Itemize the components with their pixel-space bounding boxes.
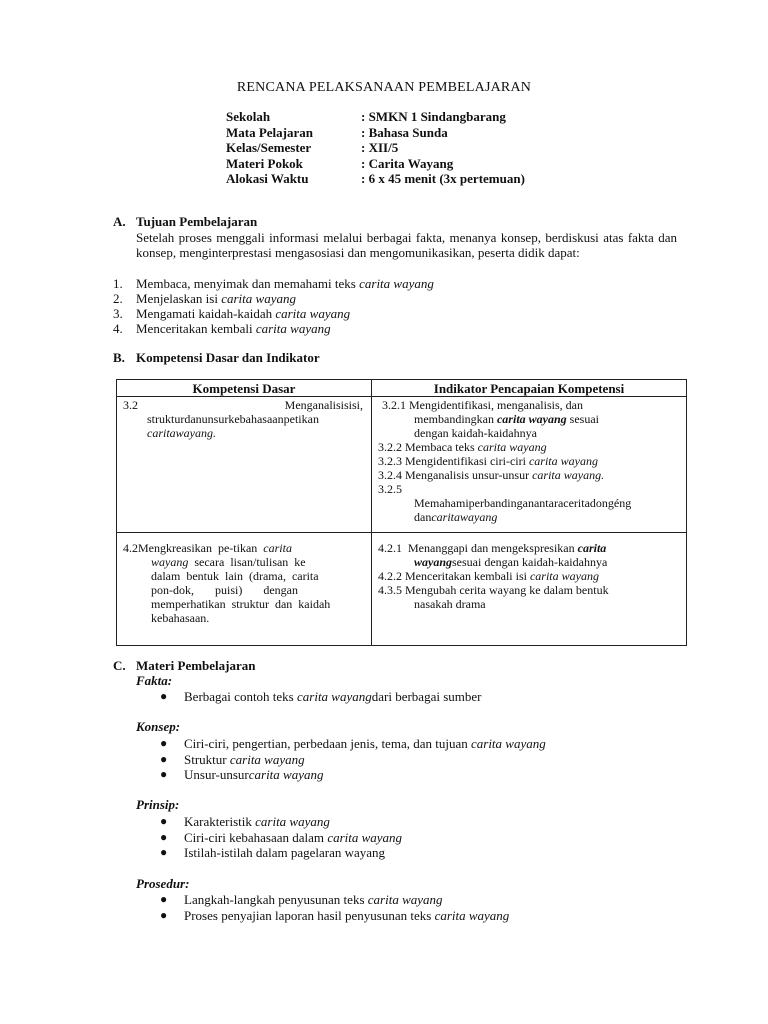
info-key: Alokasi Waktu (226, 171, 309, 186)
item-text: Menjelaskan isi carita wayang (136, 291, 296, 306)
bullet-icon: ● (160, 829, 168, 844)
list-item (113, 321, 434, 336)
list-item (113, 291, 434, 306)
identity-block (226, 109, 525, 187)
indicator-item-cont: nasakah drama (414, 597, 486, 611)
item-text: Membaca, menyimak dan memahami teks carita wayang (136, 276, 434, 291)
info-row-materi (226, 156, 525, 172)
section-label: A. (113, 214, 126, 229)
info-key: Kelas/Semester (226, 140, 312, 155)
info-value: : XII/5 (361, 140, 399, 155)
indicator-item-cont: dengan kaidah-kaidahnya (414, 426, 537, 440)
item-number: 4. (113, 321, 123, 336)
bullet-icon: ● (160, 814, 168, 828)
subheading-fakta: Fakta: (136, 673, 173, 688)
bullet-list (160, 689, 481, 705)
section-label: B. (113, 350, 125, 365)
list-item (160, 845, 402, 861)
indicator-item: 3.2.5 (378, 482, 402, 496)
kd-line: pon-dok, puisi) dengan (151, 583, 298, 597)
indicator-cell (372, 397, 687, 533)
section-a-heading (113, 214, 257, 230)
item-text: Istilah-istilah dalam pagelaran wayang (184, 845, 386, 860)
indicator-item: 3.2.2 Membaca teks carita wayang (378, 440, 547, 454)
item-text: Menceritakan kembali carita wayang (136, 321, 331, 336)
item-number: 3. (113, 306, 123, 321)
bullet-icon: ● (160, 907, 168, 922)
subheading-prinsip: Prinsip: (136, 797, 180, 812)
indicator-item: 4.2.1 Menanggapi dan mengekspresikan carita (378, 541, 607, 555)
table-row (117, 397, 687, 533)
bullet-list (160, 736, 546, 783)
kd-line: memperhatikan struktur dan kaidah (151, 597, 331, 611)
indicator-item: 3.2.1 Mengidentifikasi, menganalisis, dan (382, 398, 583, 412)
list-item (160, 830, 402, 846)
document-title: RENCANA PELAKSANAAN PEMBELAJARAN (236, 80, 532, 95)
list-item (160, 908, 509, 924)
objectives-list (113, 276, 434, 336)
info-value: : Carita Wayang (361, 155, 454, 171)
indicator-item: 3.2.3 Mengidentifikasi ciri-ciri carita wayang (378, 454, 598, 468)
kd-line: kebahasaan. (151, 611, 210, 625)
indicator-cell (372, 533, 687, 646)
kd-line: 4.2Mengkreasikan pe-tikan carita (123, 541, 292, 555)
info-row-mapel (226, 125, 525, 141)
item-text: Ciri-ciri, pengertian, perbedaan jenis, tema, dan tujuan carita wayang (184, 736, 546, 751)
info-key: Mata Pelajaran (226, 124, 314, 140)
bullet-icon: ● (160, 892, 168, 906)
list-item (160, 814, 402, 830)
bullet-icon: ● (160, 767, 168, 781)
indicator-item: 4.2.2 Menceritakan kembali isi carita wayang (378, 569, 599, 583)
indicator-item-cont: dancaritawayang (414, 510, 498, 524)
item-text: Mengamati kaidah-kaidah carita wayang (136, 306, 351, 321)
list-item (160, 736, 546, 752)
indicator-item: 3.2.4 Menganalisis unsur-unsur carita wayang. (378, 468, 605, 482)
section-label: C. (113, 658, 126, 673)
kd-cell (117, 533, 372, 646)
kd-line: caritawayang. (147, 426, 216, 440)
indicator-item-cont: Memahamiperbandinganantaraceritadongéng (414, 496, 632, 510)
info-value: : SMKN 1 Sindangbarang (361, 109, 506, 124)
indicator-item-cont: membandingkan carita wayang sesuai (414, 412, 599, 426)
kd-line: strukturdanunsurkebahasaanpetikan (147, 412, 319, 426)
item-text: Karakteristik carita wayang (184, 814, 330, 829)
bullet-icon: ● (160, 736, 168, 750)
table-header-indikator: Indikator Pencapaian Kompetensi (372, 380, 687, 397)
section-a-intro: Setelah proses menggali informasi melalui berbagai fakta, menanya konsep, berdiskusi atas fakta dan konsep, menginterprestasi mengasosiasi dan mengomunikasikan, peserta didik dapat: (136, 230, 677, 260)
item-text: Berbagai contoh teks carita wayangdari berbagai sumber (184, 689, 482, 704)
bullet-icon: ● (160, 689, 168, 703)
indicator-item: 4.3.5 Mengubah cerita wayang ke dalam bentuk (378, 583, 609, 597)
subheading-konsep: Konsep: (136, 719, 181, 734)
section-b-heading (113, 350, 320, 366)
item-text: Proses penyajian laporan hasil penyusunan teks carita wayang (184, 907, 510, 923)
item-text: Ciri-ciri kebahasaan dalam carita wayang (184, 829, 403, 845)
info-value: : 6 x 45 menit (3x pertemuan) (361, 171, 525, 186)
kd-line: 3.2 Menganalisisisi, (123, 398, 363, 412)
subheading-prosedur: Prosedur: (136, 876, 190, 891)
kd-line: dalam bentuk lain (drama, carita (151, 569, 319, 583)
section-title: Materi Pembelajaran (136, 658, 256, 673)
list-item (113, 306, 434, 321)
bullet-icon: ● (160, 845, 168, 859)
item-text: Unsur-unsurcarita wayang (184, 767, 324, 782)
bullet-list (160, 814, 402, 861)
section-title: Kompetensi Dasar dan Indikator (136, 350, 320, 365)
list-item (113, 276, 434, 291)
section-title: Tujuan Pembelajaran (136, 214, 258, 229)
kd-cell (117, 397, 372, 533)
info-value: : Bahasa Sunda (361, 124, 448, 140)
list-item (160, 767, 546, 783)
list-item (160, 689, 481, 705)
info-key: Materi Pokok (226, 155, 303, 171)
item-text: Struktur carita wayang (184, 751, 305, 767)
indicator-item-cont: wayangsesuai dengan kaidah-kaidahnya (414, 555, 608, 569)
competency-table (116, 379, 687, 646)
kd-line: wayang secara lisan/tulisan ke (151, 555, 306, 569)
table-header-row (117, 380, 687, 397)
section-c-heading (113, 658, 255, 674)
list-item (160, 892, 509, 908)
table-row (117, 533, 687, 646)
info-row-sekolah (226, 109, 525, 125)
bullet-icon: ● (160, 751, 168, 766)
list-item (160, 752, 546, 768)
info-key: Sekolah (226, 109, 271, 124)
table-header-kd: Kompetensi Dasar (117, 380, 372, 397)
info-row-alokasi (226, 171, 525, 187)
bullet-list (160, 892, 509, 923)
item-number: 2. (113, 291, 123, 306)
info-row-kelas (226, 140, 525, 156)
item-text: Langkah-langkah penyusunan teks carita wayang (184, 892, 443, 907)
item-number: 1. (113, 276, 123, 291)
